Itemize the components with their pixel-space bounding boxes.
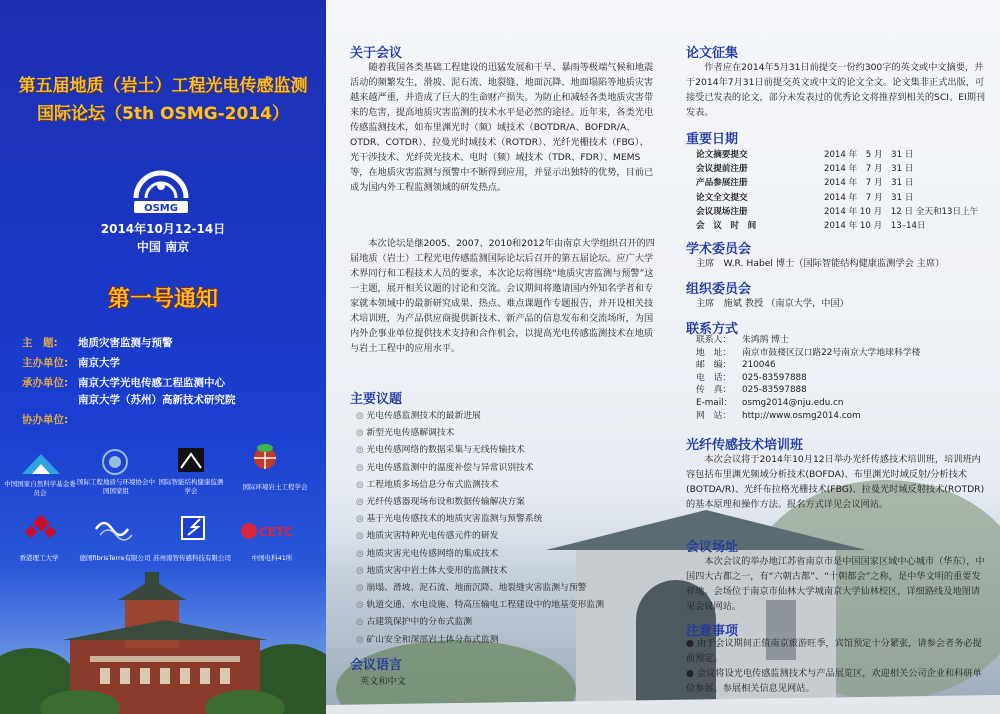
osmg-logo-icon — [128, 162, 194, 218]
list-item: ● 由于会议期间正值南京旅游旺季，宾馆预定十分紧张，请参会者务必提前预定。 — [686, 638, 982, 664]
list-item: ◎ 轨道交通、水电设施、特高压输电工程建设中的地基变形监测 — [356, 597, 656, 614]
ishmii-icon — [168, 446, 214, 474]
co-org-caption-8: 中国电科41所 — [251, 554, 293, 562]
list-item: ◎ 地质灾害特种光电传感元件的研发 — [356, 528, 656, 545]
training-text: 本次会议将于2014年10月12日举办光纤传感技术培训班，培训班内容包括布里渊光频域分析技术(BOFDA)、布里渊光时域反射/分析技术(BOTDA/R)、光纤布拉格光栅技术(FBG)、拉曼光时域反射技术(ROTDR)的基本原理和操作方法。报名方式详见会议网站。 — [686, 454, 985, 510]
cover-panel — [0, 0, 326, 714]
venue-text: 本次会议的举办地江苏省南京市是中国国家区域中心城市（华东），中国四大古都之一，有“六朝古都”、“十朝都会”之称，是中华文明的重要发祥地。会场位于南京市仙林大学城南京大学仙林校区，详细路线及地图请见会议网站。 — [686, 556, 985, 612]
forum-date: 2014年10月12-14日 — [100, 222, 226, 236]
table-row: 会 议 时 间 2014 年 10 月 13–14日 — [696, 221, 926, 232]
contact-row: 地 址： 南京市鼓楼区汉口路22号南京大学地球科学楼 — [696, 347, 921, 358]
contact-heading: 联系方式 — [686, 322, 739, 337]
contact-row: 传 真： 025-83597888 — [696, 385, 807, 396]
content-panel — [326, 0, 1000, 714]
list-item: ◎ 光电传感监测中的温度补偿与异常识别技术 — [356, 460, 656, 477]
nanzee-icon — [170, 515, 216, 543]
list-item: ◎ 古建筑保护中的分布式监测 — [356, 614, 656, 631]
language-heading: 会议语言 — [350, 658, 403, 673]
co-org-caption-1: 中国国家自然科学基金委员会 — [4, 480, 76, 497]
table-row: 会议提前注册 2014 年 7 月 31 日 — [696, 164, 914, 175]
nsfc-icon — [18, 450, 64, 478]
contact-list — [696, 334, 996, 422]
iaeg-icon — [92, 448, 138, 476]
contact-row: 联系人： 朱鸿鹄 博士 — [696, 335, 789, 345]
fibristerre-icon — [92, 515, 138, 543]
logo-text: OSMG — [144, 203, 178, 214]
topics-list — [356, 408, 656, 649]
venue-heading: 会议场址 — [686, 540, 739, 555]
host-row: 主办单位: 南京大学 — [22, 357, 120, 369]
contact-row: 电 话： 025-83597888 — [696, 372, 807, 383]
table-row: 会议现场注册 2014 年 10 月 12 日 全天和13日上午 — [696, 206, 979, 217]
notice-title: 第一号通知 — [107, 287, 218, 312]
table-row: 论文摘要提交 2014 年 5 月 31 日 — [696, 150, 914, 160]
list-item: ◎ 基于光电传感技术的地质灾害监测与预警系统 — [356, 511, 656, 528]
contact-row: E-mail： osmg2014@nju.edu.cn — [696, 397, 844, 408]
list-item: ◎ 光电传感网络的数据采集与无线传输技术 — [356, 442, 656, 459]
co-org-caption-3: 国际智能结构健康监测学会 — [158, 478, 224, 495]
bullet-icon: ● — [686, 668, 697, 679]
forum-city: 中国 南京 — [136, 240, 190, 254]
dates-heading: 重要日期 — [686, 132, 739, 147]
list-item: ◎ 矿山安全和深部岩土体分布式监测 — [356, 632, 656, 649]
org-committee-heading: 组织委员会 — [686, 282, 752, 297]
cetc-text: CETC — [259, 525, 293, 539]
topics-heading: 主要议题 — [350, 392, 403, 407]
list-item: ◎ 地质灾害光电传感网络的集成技术 — [356, 546, 656, 563]
contact-row: 邮 编： 210046 — [696, 360, 776, 371]
list-item: ● 会议将设光电传感监测技术与产品展览区，欢迎相关公司企业和科研单位参展。参展相关信息见网站。 — [686, 668, 982, 694]
organizer-row: 承办单位: 南京大学光电传感工程监测中心 — [22, 377, 225, 389]
co-org-caption-6: 德国fibrisTerre有限公司 — [79, 554, 151, 562]
table-row: 论文全文提交 2014 年 7 月 31 日 — [696, 192, 914, 203]
cetc-icon — [240, 517, 293, 545]
notes-heading: 注意事项 — [686, 624, 739, 639]
list-item: ◎ 地质灾害中岩土体大变形的监测技术 — [356, 563, 656, 580]
language-text: 英文和中文 — [360, 676, 406, 687]
co-org-caption-7: 苏州南智传感科技有限公司 — [153, 554, 231, 562]
about-heading: 关于会议 — [350, 46, 403, 61]
list-item: ◎ 光电传感监测技术的最新进展 — [356, 408, 656, 425]
list-item: ◎ 崩塌、滑坡、泥石流、地面沉降、地裂缝灾害监测与预警 — [356, 580, 656, 597]
dates-table — [696, 148, 996, 233]
list-item: ◎ 工程地质多场信息分布式监测技术 — [356, 477, 656, 494]
papers-text: 作者应在2014年5月31日前提交一份约300字的英文或中文摘要，并于2014年7月31日前提交英文或中文的论文全文。论文集非正式出版，可接受已发表的论文，部分未发表过的优秀论文将推荐到相关的SCI、EI期刊发表。 — [686, 62, 986, 118]
co-org-caption-2: 国际工程地质与环境协会中国国家组 — [77, 478, 155, 495]
polyu-icon — [18, 515, 64, 543]
forum-title — [10, 72, 316, 128]
title-line-1: 第五届地质（岩土）工程光电传感监测 — [18, 76, 308, 96]
papers-heading: 论文征集 — [686, 46, 739, 61]
co-organizer-row: 协办单位: — [22, 414, 69, 426]
training-heading: 光纤传感技术培训班 — [686, 438, 804, 453]
contact-row: 网 站： http://www.osmg2014.com — [696, 410, 861, 421]
title-line-2: 国际论坛（5th OSMG-2014） — [37, 104, 289, 124]
academic-text: 主席 W.R. Habel 博士（国际智能结构健康监测学会 主席） — [696, 258, 945, 269]
org-committee-text: 主席 施斌 教授 （南京大学，中国） — [696, 298, 849, 309]
theme-row: 主 题: 地质灾害监测与预警 — [22, 337, 173, 349]
academic-heading: 学术委员会 — [686, 242, 752, 257]
co-org-caption-4: 国际环境岩土工程学会 — [242, 483, 308, 491]
co-org-caption-5: 香港理工大学 — [19, 554, 59, 562]
list-item: ◎ 光纤传感器现场布设和数据传输解决方案 — [356, 494, 656, 511]
notes-list — [686, 636, 986, 696]
university-building-image — [0, 568, 326, 714]
table-row: 产品参展注册 2014 年 7 月 31 日 — [696, 178, 914, 189]
bullet-icon: ● — [686, 638, 697, 649]
list-item: ◎ 新型光电传感解调技术 — [356, 425, 656, 442]
iseg-icon — [242, 442, 288, 470]
about-paragraph-2: 本次论坛是继2005、2007、2010和2012年由南京大学组织召开的四届地质（岩土）工程光电传感监测国际论坛后召开的第五届论坛。应广大学术界同行和工程技术人员的要求，本次论坛将围绕“地质灾害监测与预警”这一主题，展开相关议题的讨论和交流。会议期间将邀请国内外知名学者和专家就本领域中的最新研究成果、热点、难点课题作专题报告，并开设相关技术培训班，为产品供应商提供新技术、新产品的信息发布和交流场所，为国内外企事业单位提供技术支持和合作机会，以提高光电传感监测技术在地质与岩土工程中的应用水平。 — [350, 238, 655, 354]
about-paragraph-1: 随着我国各类基础工程建设的迅猛发展和干旱、暴雨等极端气候和地震活动的频繁发生，滑坡、泥石流、地裂缝、地面沉降、地面塌陷等地质灾害越来越严重，并造成了巨大的生命财产损失。为防止和减轻各类地质灾害带来的危害，提高地质灾害监测的技术水平是必然的途径。近年来，各类光电传感监测技术，如布里渊光时（频）域技术（BOTDR/A、BOFDR/A、OTDR、COTDR）、拉曼光时域技术（ROTDR）、光纤光栅技术（FBG）、光干涉技术、光纤荧光技术、电时（频）域技术（TDR、FDR）、MEMS等，在地质灾害监测与预警中不断得到应用，并显示出独特的优势，目前已成为国内外工程监测领域的研发热点。 — [350, 62, 654, 193]
organizer-row-2: 南京大学（苏州）高新技术研究院 — [78, 394, 236, 406]
